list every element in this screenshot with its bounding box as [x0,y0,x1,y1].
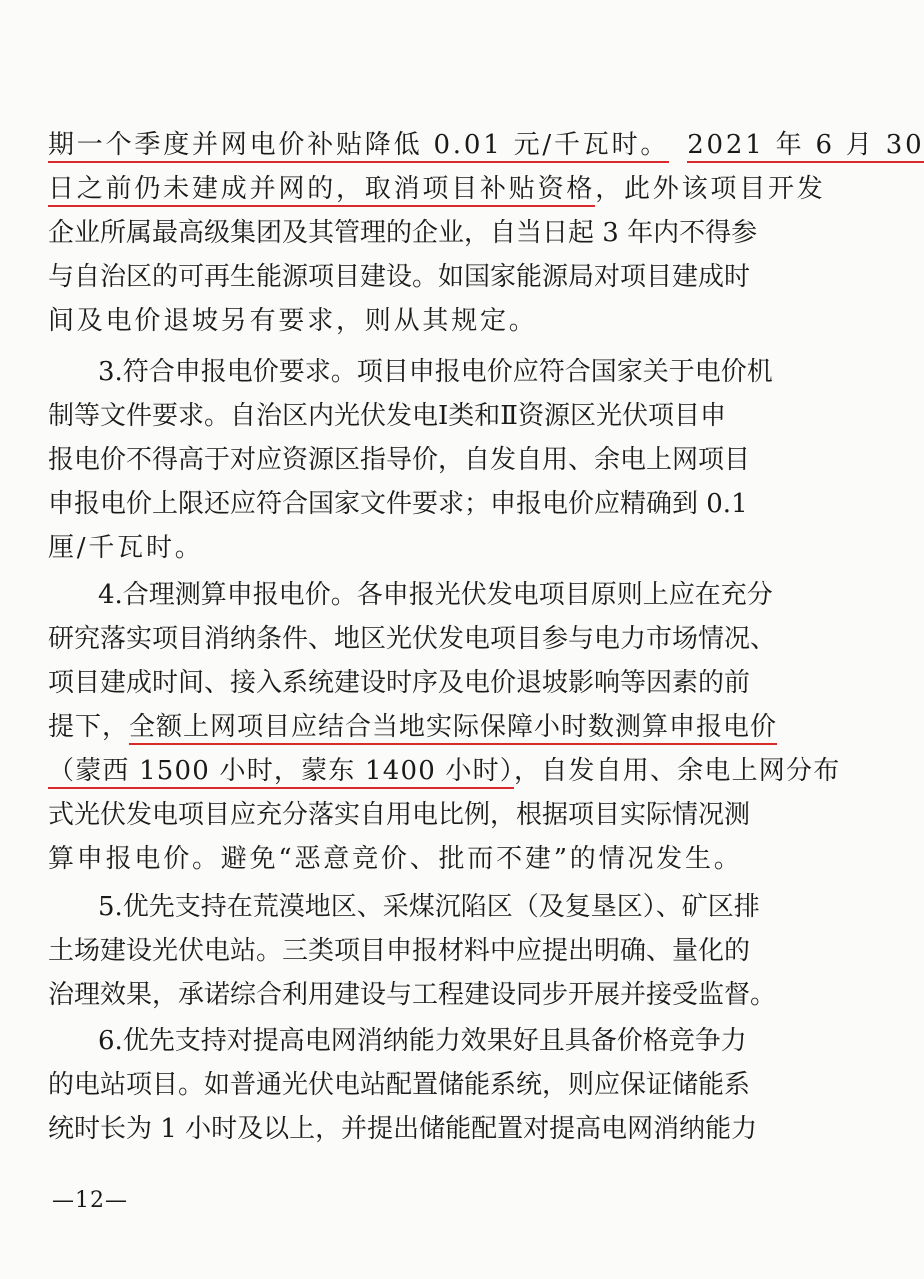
paragraph-start: 3.符合申报电价要求。项目申报电价应符合国家关于电价机 [98,357,773,387]
text-line: 间及电价退坡另有要求，则从其规定。 [48,306,538,336]
text-line: 式光伏发电项目应充分落实自用电比例，根据项目实际情况测 [48,800,751,830]
text-span: 提下， [48,712,130,742]
text-line: 土场建设光伏电站。三类项目申报材料中应提出明确、量化的 [48,936,751,966]
text-line: 研究落实项目消纳条件、地区光伏发电项目参与电力市场情况、 [48,624,777,654]
underlined-phrase: 2021 年 6 月 30 [687,130,924,163]
text-line [48,754,841,788]
text-line: 统时长为 1 小时及以上，并提出储能配置对提高电网消纳能力 [48,1114,758,1144]
underlined-phrase: 全额上网项目应结合当地实际保障小时数测算申报电价 [129,712,777,745]
text-line [48,710,778,744]
text-line: 报电价不得高于对应资源区指导价，自发自用、余电上网项目 [48,445,751,475]
text-line: 算申报电价。避免“恶意竞价、批而不建”的情况发生。 [48,844,743,874]
text-line: 制等文件要求。自治区内光伏发电Ⅰ类和Ⅱ资源区光伏项目申 [48,401,726,431]
text-line: 与自治区的可再生能源项目建设。如国家能源局对项目建成时 [48,262,751,292]
text-line [48,172,826,206]
text-line: 企业所属最高级集团及其管理的企业，自当日起 3 年内不得参 [48,218,758,248]
text-line: 治理效果，承诺综合利用建设与工程建设同步开展并接受监督。 [48,980,777,1010]
text-line: 厘/千瓦时。 [48,533,204,563]
underlined-phrase: （蒙西 1500 小时，蒙东 1400 小时） [48,756,514,789]
page-number: —12— [52,1188,128,1213]
text-span: ，此外该项目开发 [595,174,826,204]
paragraph-start: 5.优先支持在荒漠地区、采煤沉陷区（及复垦区）、矿区排 [98,892,760,922]
text-line: 的电站项目。如普通光伏电站配置储能系统，则应保证储能系 [48,1070,751,1100]
text-line [48,128,924,162]
text-line: 项目建成时间、接入系统建设时序及电价退坡影响等因素的前 [48,668,751,698]
paragraph-start: 6.优先支持对提高电网消纳能力效果好且具备价格竞争力 [98,1026,747,1056]
underlined-phrase: 期一个季度并网电价补贴降低 0.01 元/千瓦时。 [48,130,669,163]
underlined-phrase: 日之前仍未建成并网的，取消项目补贴资格 [48,174,595,207]
paragraph-start: 4.合理测算申报电价。各申报光伏发电项目原则上应在充分 [98,580,773,610]
text-span: ，自发自用、余电上网分布 [514,756,841,786]
text-line: 申报电价上限还应符合国家文件要求；申报电价应精确到 0.1 [48,489,748,519]
